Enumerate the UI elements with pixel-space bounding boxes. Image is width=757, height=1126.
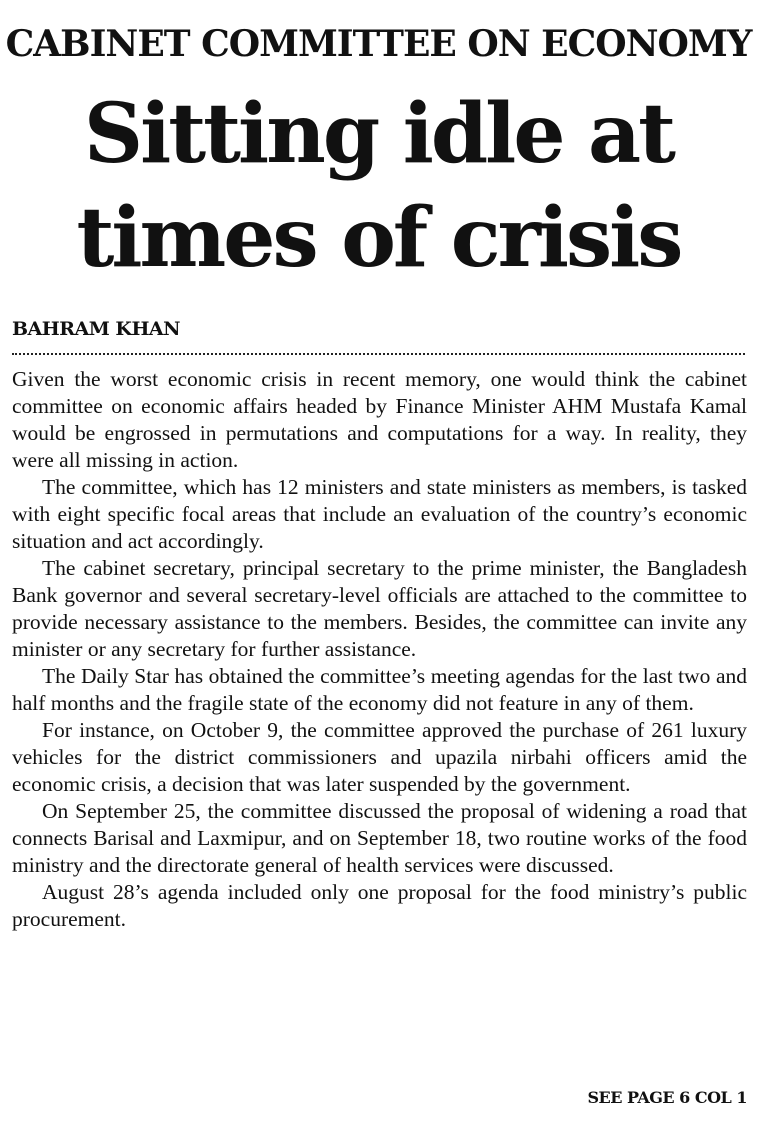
kicker: CABINET COMMITTEE ON ECONOMY bbox=[5, 23, 752, 65]
paragraph: The cabinet secretary, principal secretary to the prime minister, the Bangladesh Bank governor and several secretary-level officials are attached to the committee to provide necessary assistance to the members. Besides, the committee can invite any minister or any secretary for further assistance. bbox=[12, 556, 747, 661]
paragraph: The Daily Star has obtained the committee’s meeting agendas for the last two and half months and the fragile state of the economy did not feature in any of them. bbox=[12, 664, 747, 715]
continuation-jump-line: SEE PAGE 6 COL 1 bbox=[587, 1088, 747, 1107]
byline: BAHRAM KHAN bbox=[12, 318, 181, 340]
paragraph: The committee, which has 12 ministers and state ministers as members, is tasked with eight specific focal areas that include an evaluation of the country’s economic situation and act accordingly. bbox=[12, 475, 747, 553]
headline-line-1: Sitting idle at bbox=[83, 86, 674, 182]
article-body bbox=[12, 366, 747, 933]
dotted-divider bbox=[12, 353, 745, 355]
paragraph: For instance, on October 9, the committee approved the purchase of 261 luxury vehicles for the district commissioners and upazila nirbahi officers amid the economic crisis, a decision that was later suspended by the government. bbox=[12, 718, 747, 796]
paragraph: Given the worst economic crisis in recent memory, one would think the cabinet committee on economic affairs headed by Finance Minister AHM Mustafa Kamal would be engrossed in permutations and computations for a way. In reality, they were all missing in action. bbox=[12, 367, 747, 472]
headline-line-2: times of crisis bbox=[76, 190, 681, 286]
headline bbox=[0, 82, 757, 290]
paragraph: August 28’s agenda included only one proposal for the food ministry’s public procurement. bbox=[12, 880, 747, 931]
paragraph: On September 25, the committee discussed the proposal of widening a road that connects Barisal and Laxmipur, and on September 18, two routine works of the food ministry and the directorate general of health services were discussed. bbox=[12, 799, 747, 877]
